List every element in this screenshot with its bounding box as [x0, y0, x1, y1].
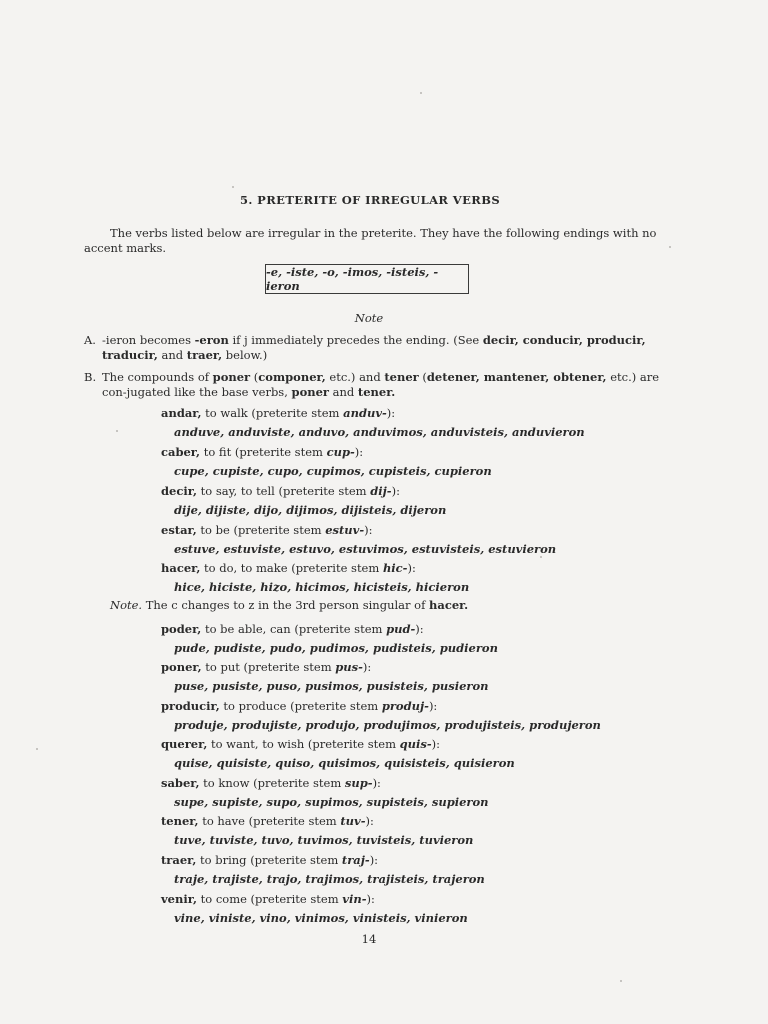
verb-infinitive: saber,: [161, 776, 200, 790]
note-b-term: poner: [212, 370, 251, 384]
note-b-term: poner: [291, 385, 329, 399]
note-b-body: [102, 370, 662, 400]
verb-infinitive: venir,: [161, 892, 197, 906]
verb-conjugation: pude, pudiste, pudo, pudimos, pudisteis, pudieron: [174, 641, 498, 655]
note-b-text: and: [328, 385, 358, 399]
verb-meaning: to know (preterite stem: [199, 776, 345, 790]
verb-entry-poner: [161, 658, 721, 696]
intro-paragraph: [84, 226, 664, 256]
verb-stem: anduv-: [343, 406, 387, 420]
verb-stem: tuv-: [340, 814, 366, 828]
note-a-text: and: [157, 348, 187, 362]
verb-infinitive: traer,: [161, 853, 197, 867]
verb-conjugation: dije, dijiste, dijo, dijimos, dijisteis, dijeron: [174, 503, 447, 517]
verb-heading-close: ):: [372, 776, 381, 790]
verb-heading: [161, 443, 721, 462]
note-b-term: tener: [384, 370, 419, 384]
scan-speck: [116, 430, 118, 432]
verb-conjugation: tuve, tuviste, tuvo, tuvimos, tuvisteis, tuvieron: [174, 833, 474, 847]
scan-speck: [420, 92, 422, 94]
scan-speck: [540, 556, 542, 558]
verb-meaning: to say, to tell (preterite stem: [196, 484, 371, 498]
verb-entry-hacer: [161, 559, 721, 597]
verb-heading: [161, 404, 721, 423]
verb-infinitive: caber,: [161, 445, 201, 459]
verb-heading: [161, 697, 721, 716]
verb-stem: cup-: [326, 445, 355, 459]
verb-heading-close: ):: [428, 699, 438, 713]
note-a-term: decir, conducir, producir, traducir,: [102, 333, 646, 362]
hacer-note-verb: hacer.: [429, 598, 469, 612]
verb-entry-traer: [161, 851, 721, 889]
endings-box: [265, 264, 469, 294]
verb-entry-querer: [161, 735, 721, 773]
section-title: 5. PRETERITE OF IRREGULAR VERBS: [239, 193, 501, 207]
verb-heading-close: ):: [365, 814, 374, 828]
verb-heading-close: ):: [415, 622, 424, 636]
note-b-text: The compounds of: [102, 370, 213, 384]
note-heading: Note: [354, 311, 384, 325]
verb-heading: [161, 559, 721, 578]
hacer-note-text: The c changes to z in the 3rd person singular of: [142, 598, 430, 612]
verb-conjugation: cupe, cupiste, cupo, cupimos, cupisteis, cupieron: [174, 464, 492, 478]
note-b: [84, 370, 662, 400]
verb-stem: traj-: [341, 853, 370, 867]
verb-meaning: to come (preterite stem: [196, 892, 343, 906]
note-a-text: if j immediately precedes the ending. (See: [228, 333, 483, 347]
verb-meaning: to be (preterite stem: [196, 523, 326, 537]
verb-heading-close: ):: [364, 523, 373, 537]
verb-infinitive: tener,: [161, 814, 199, 828]
verb-conjugation: traje, trajiste, trajo, trajimos, trajisteis, trajeron: [174, 872, 485, 886]
verb-meaning: to be able, can (preterite stem: [201, 622, 387, 636]
verb-entry-decir: [161, 482, 721, 520]
verb-heading: [161, 521, 721, 540]
verb-infinitive: poner,: [161, 660, 202, 674]
verb-conjugation: supe, supiste, supo, supimos, supisteis, supieron: [174, 795, 489, 809]
verb-meaning: to want, to wish (preterite stem: [207, 737, 400, 751]
hacer-note: [110, 598, 710, 612]
scan-speck: [669, 246, 671, 248]
verb-stem: sup-: [344, 776, 373, 790]
verb-meaning: to produce (preterite stem: [219, 699, 382, 713]
verb-meaning: to do, to make (preterite stem: [200, 561, 383, 575]
verb-stem: quis-: [399, 737, 432, 751]
verb-meaning: to have (preterite stem: [198, 814, 341, 828]
verb-heading: [161, 774, 721, 793]
verb-stem: hic-: [382, 561, 408, 575]
note-a-text: below.): [222, 348, 268, 362]
note-b-text: etc.) are con-jugated like the base verbs,: [102, 370, 660, 399]
hacer-note-label: Note.: [110, 598, 143, 612]
verb-entry-producir: [161, 697, 721, 735]
verb-heading-close: ):: [407, 561, 416, 575]
verb-conjugation: produje, produjiste, produjo, produjimos, produjisteis, produjeron: [174, 718, 601, 732]
verb-entry-venir: [161, 890, 721, 928]
note-b-text: (: [418, 370, 427, 384]
verb-entry-tener: [161, 812, 721, 850]
note-a-term: -eron: [194, 333, 229, 347]
verb-conjugation: anduve, anduviste, anduvo, anduvimos, anduvisteis, anduvieron: [174, 425, 585, 439]
verb-stem: produj-: [381, 699, 429, 713]
verb-infinitive: decir,: [161, 484, 197, 498]
verb-conjugation: vine, viniste, vino, vinimos, vinisteis, vinieron: [174, 911, 468, 925]
page-number: 14: [361, 932, 377, 946]
verb-conjugation: hice, hiciste, hizo, hicimos, hicisteis, hicieron: [174, 580, 470, 594]
verb-heading: [161, 812, 721, 831]
note-b-term: detener, mantener, obtener,: [426, 370, 607, 384]
verb-infinitive: poder,: [161, 622, 202, 636]
verb-stem: pud-: [386, 622, 416, 636]
verb-infinitive: hacer,: [161, 561, 201, 575]
verb-entry-andar: [161, 404, 721, 442]
verb-entry-poder: [161, 620, 721, 658]
scan-speck: [232, 186, 234, 188]
verb-conjugation: estuve, estuviste, estuvo, estuvimos, estuvisteis, estuvieron: [174, 542, 557, 556]
verb-meaning: to bring (preterite stem: [196, 853, 342, 867]
note-a-term: traer,: [186, 348, 223, 362]
verb-heading-close: ):: [391, 484, 400, 498]
note-b-text: etc.) and: [325, 370, 385, 384]
verb-stem: pus-: [335, 660, 363, 674]
verb-entry-estar: [161, 521, 721, 559]
verb-infinitive: estar,: [161, 523, 197, 537]
note-a-body: [102, 333, 662, 363]
note-b-term: tener.: [357, 385, 396, 399]
note-b-text: (: [250, 370, 259, 384]
verb-meaning: to put (preterite stem: [201, 660, 336, 674]
verb-conjugation: puse, pusiste, puso, pusimos, pusisteis, pusieron: [174, 679, 489, 693]
note-b-term: componer,: [258, 370, 326, 384]
verb-heading-close: ):: [369, 853, 379, 867]
verb-heading: [161, 620, 721, 639]
verb-heading: [161, 851, 721, 870]
verb-entry-saber: [161, 774, 721, 812]
verb-stem: dij-: [370, 484, 392, 498]
scan-speck: [36, 748, 38, 750]
verb-meaning: to walk (preterite stem: [201, 406, 344, 420]
note-a-letter: A.: [84, 333, 96, 347]
verb-entry-caber: [161, 443, 721, 481]
verb-infinitive: querer,: [161, 737, 208, 751]
verb-meaning: to fit (preterite stem: [200, 445, 327, 459]
verb-stem: estuv-: [325, 523, 365, 537]
note-b-letter: B.: [84, 370, 97, 384]
note-a-text: -ieron becomes: [102, 333, 195, 347]
verb-heading: [161, 482, 721, 501]
scan-speck: [620, 980, 622, 982]
verb-infinitive: andar,: [161, 406, 202, 420]
verb-heading: [161, 890, 721, 909]
verb-heading: [161, 658, 721, 677]
verb-infinitive: producir,: [161, 699, 220, 713]
intro-text: The verbs listed below are irregular in the preterite. They have the following endings with no accent marks.: [84, 226, 657, 255]
verb-heading-close: ):: [362, 660, 372, 674]
verb-heading-close: ):: [354, 445, 364, 459]
verb-heading-close: ):: [386, 406, 396, 420]
verb-conjugation: quise, quisiste, quiso, quisimos, quisisteis, quisieron: [174, 756, 515, 770]
note-a: [84, 333, 662, 363]
endings-text: -e, -iste, -o, -imos, -isteis, -ieron: [266, 265, 439, 293]
verb-heading-close: ):: [366, 892, 375, 906]
verb-heading: [161, 735, 721, 754]
verb-heading-close: ):: [431, 737, 441, 751]
verb-stem: vin-: [342, 892, 367, 906]
